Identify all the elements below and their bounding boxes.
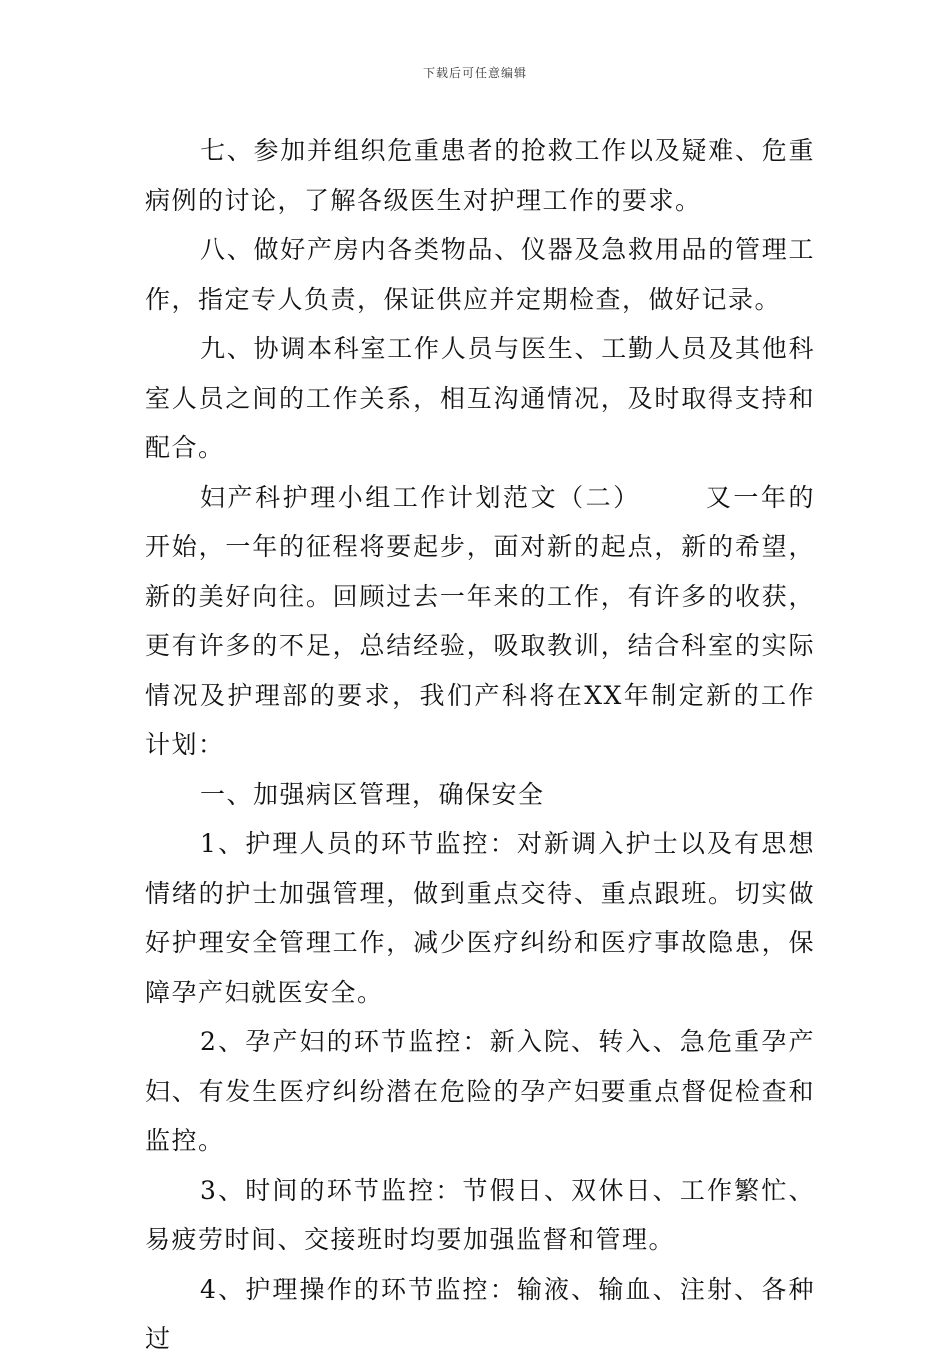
section-paragraph — [145, 473, 815, 770]
paragraph-7: 七、参加并组织危重患者的抢救工作以及疑难、危重病例的讨论，了解各级医生对护理工作的要求。 — [145, 136, 815, 215]
list-item: 4、护理操作的环节监控：输液、输血、注射、各种过 — [145, 1274, 815, 1353]
list-item: 1、护理人员的环节监控：对新调入护士以及有思想情绪的护士加强管理，做到重点交待、重点跟班。切实做好护理安全管理工作，减少医疗纠纷和医疗事故隐患，保障孕产妇就医安全。 — [145, 829, 815, 1007]
heading-1: 一、加强病区管理，确保安全 — [200, 779, 545, 809]
list-item: 3、时间的环节监控：节假日、双休日、工作繁忙、易疲劳时间、交接班时均要加强监督和管理。 — [145, 1175, 815, 1254]
section-intro: 又一年的开始，一年的征程将要起步，面对新的起点，新的希望，新的美好向往。回顾过去一年来的工作，有许多的收获，更有许多的不足，总结经验，吸取教训，结合科室的实际情况及护理部的要求，我们产科将在XX年制定新的工作计划： — [145, 482, 815, 759]
section-title: 妇产科护理小组工作计划范文（二） — [200, 482, 641, 512]
page-header: 下载后可任意编辑 — [422, 66, 527, 80]
paragraph-9: 九、协调本科室工作人员与医生、工勤人员及其他科室人员之间的工作关系，相互沟通情况，及时取得支持和配合。 — [145, 334, 815, 462]
document-body — [145, 126, 815, 1364]
list-item: 2、孕产妇的环节监控：新入院、转入、急危重孕产妇、有发生医疗纠纷潜在危险的孕产妇要重点督促检查和监控。 — [145, 1027, 815, 1155]
paragraph-8: 八、做好产房内各类物品、仪器及急救用品的管理工作，指定专人负责，保证供应并定期检查，做好记录。 — [145, 235, 815, 314]
